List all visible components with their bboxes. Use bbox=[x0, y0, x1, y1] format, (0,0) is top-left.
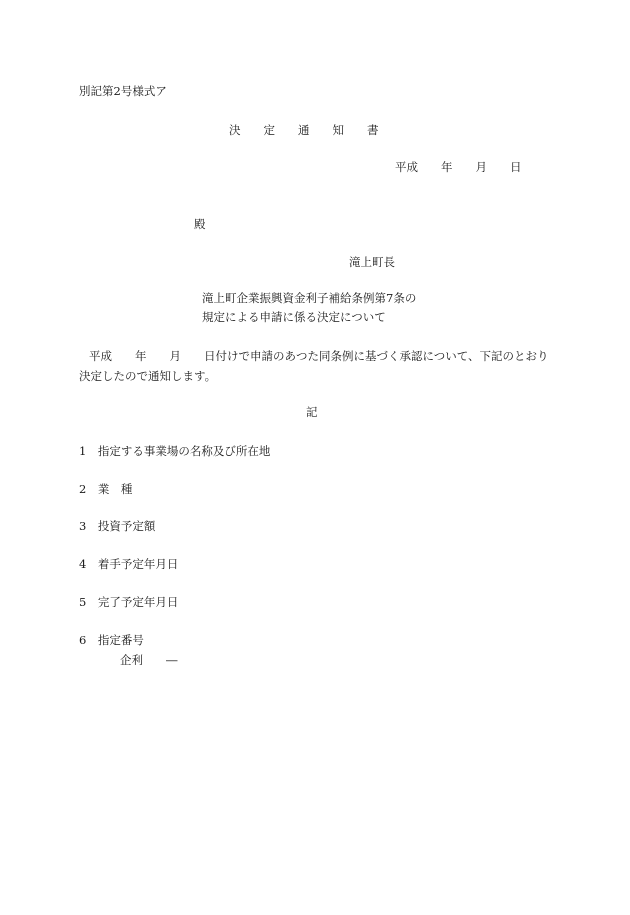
item-industry-type: 2 業 種 bbox=[79, 482, 133, 496]
designation-number-value: 企利 ― bbox=[120, 653, 178, 667]
subject-line-1: 滝上町企業振興資金利子補給条例第7条の bbox=[202, 291, 417, 305]
ki-heading: 記 bbox=[306, 405, 318, 419]
item-completion-date: 5 完了予定年月日 bbox=[79, 595, 179, 609]
subject-line-2: 規定による申請に係る決定について bbox=[202, 310, 386, 324]
form-label: 別記第2号様式ア bbox=[79, 84, 167, 98]
addressee-honorific: 殿 bbox=[194, 217, 206, 231]
document-title: 決 定 通 知 書 bbox=[229, 123, 379, 137]
body-paragraph: 平成 年 月 日付けで申請のあつた同条例に基づく承認について、下記のとおり決定したので通知します。 bbox=[79, 349, 549, 383]
item-investment-amount: 3 投資予定額 bbox=[79, 519, 156, 533]
item-designation-number: 6 指定番号 bbox=[79, 633, 144, 647]
sender-name: 滝上町長 bbox=[349, 255, 395, 269]
date-line: 平成 年 月 日 bbox=[395, 160, 522, 174]
item-business-site: 1 指定する事業場の名称及び所在地 bbox=[79, 444, 271, 458]
item-start-date: 4 着手予定年月日 bbox=[79, 557, 179, 571]
